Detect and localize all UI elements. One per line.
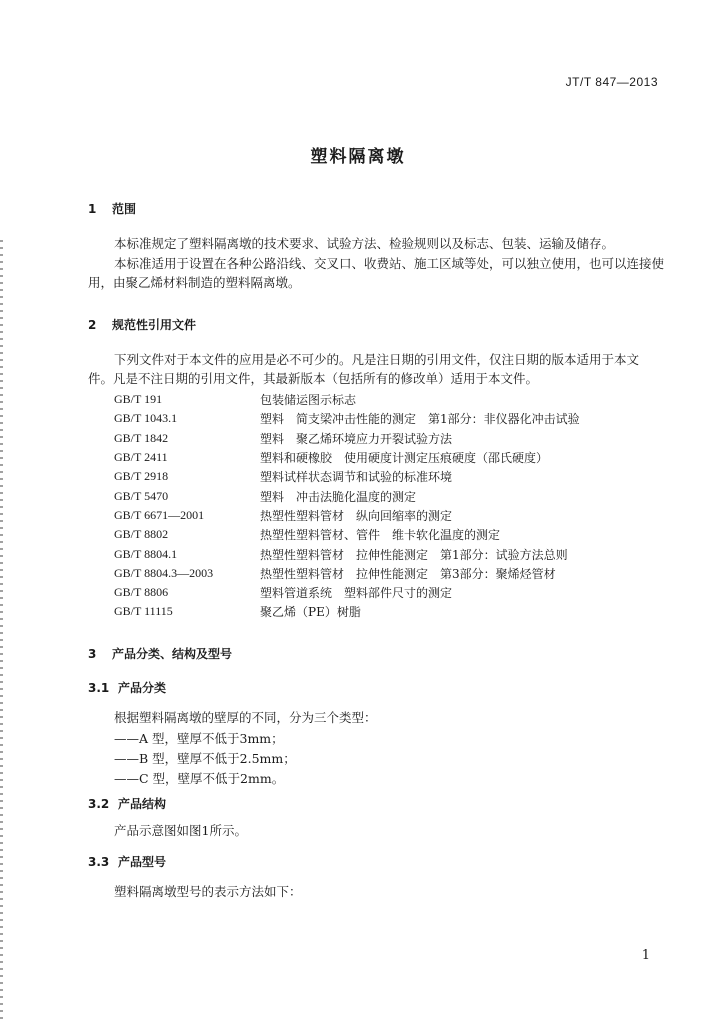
reference-title: 热塑性塑料管材 纵向回缩率的测定	[260, 508, 453, 523]
reference-code: GB/T 1842	[114, 430, 169, 445]
normative-reference-list	[114, 390, 634, 622]
reference-title: 热塑性塑料管材、管件 维卡软化温度的测定	[260, 528, 501, 543]
reference-row	[114, 390, 634, 409]
list-item: ——A 型，壁厚不低于3mm；	[114, 731, 284, 746]
page-number: 1	[641, 948, 650, 963]
section-number: 3.1	[88, 681, 110, 695]
section-2-paragraph-line-1: 下列文件对于本文件的应用是必不可少的。凡是注日期的引用文件，仅注日期的版本适用于本文	[114, 352, 640, 367]
reference-title: 塑料 冲击法脆化温度的测定	[260, 489, 417, 504]
reference-code: GB/T 8804.3—2003	[114, 565, 214, 580]
reference-title: 热塑性塑料管材 拉伸性能测定 第1部分：试验方法总则	[260, 547, 568, 562]
section-3-1-intro: 根据塑料隔离墩的壁厚的不同，分为三个类型：	[114, 710, 377, 725]
section-2-paragraph-line-2: 件。凡是不注日期的引用文件，其最新版本（包括所有的修改单）适用于本文件。	[88, 371, 539, 386]
section-3-3-text: 塑料隔离墩型号的表示方法如下：	[114, 884, 302, 899]
section-title: 范围	[112, 202, 137, 216]
reference-row	[114, 525, 634, 544]
reference-title: 聚乙烯（PE）树脂	[260, 605, 361, 620]
reference-row	[114, 429, 634, 448]
section-title: 规范性引用文件	[112, 318, 197, 332]
section-title: 产品结构	[118, 797, 167, 811]
page-title: 塑料隔离墩	[310, 147, 406, 167]
section-number: 3.3	[88, 855, 110, 869]
reference-row	[114, 486, 634, 505]
reference-code: GB/T 11115	[114, 604, 173, 619]
reference-code: GB/T 191	[114, 392, 163, 407]
reference-row	[114, 506, 634, 525]
section-3-2-heading	[88, 795, 166, 812]
reference-title: 塑料试样状态调节和试验的标准环境	[260, 470, 453, 485]
reference-code: GB/T 1043.1	[114, 411, 178, 426]
section-number: 2	[88, 318, 97, 332]
section-number: 1	[88, 202, 97, 216]
reference-title: 包装储运图示标志	[260, 393, 357, 408]
section-2-heading	[88, 316, 196, 333]
reference-code: GB/T 2411	[114, 450, 168, 465]
reference-code: GB/T 8806	[114, 585, 169, 600]
reference-code: GB/T 2918	[114, 469, 169, 484]
reference-code: GB/T 8804.1	[114, 546, 178, 561]
section-number: 3	[88, 647, 97, 661]
reference-title: 塑料和硬橡胶 使用硬度计测定压痕硬度（邵氏硬度）	[260, 451, 549, 466]
reference-code: GB/T 5470	[114, 488, 169, 503]
section-3-2-text: 产品示意图如图1所示。	[114, 823, 247, 838]
section-title: 产品型号	[118, 855, 167, 869]
section-1-paragraph-2-line-2: 用，由聚乙烯材料制造的塑料隔离墩。	[88, 275, 301, 290]
scan-edge-marks	[0, 240, 3, 1020]
reference-row	[114, 448, 634, 467]
reference-row	[114, 602, 634, 621]
reference-row	[114, 467, 634, 486]
section-3-heading	[88, 645, 232, 662]
section-1-heading	[88, 200, 136, 217]
reference-title: 塑料 聚乙烯环境应力开裂试验方法	[260, 431, 453, 446]
reference-row	[114, 564, 634, 583]
reference-row	[114, 583, 634, 602]
reference-title: 热塑性塑料管材 拉伸性能测定 第3部分：聚烯烃管材	[260, 566, 556, 581]
reference-title: 塑料 简支梁冲击性能的测定 第1部分：非仪器化冲击试验	[260, 412, 580, 427]
section-3-1-heading	[88, 679, 166, 696]
section-title: 产品分类、结构及型号	[112, 647, 233, 661]
section-title: 产品分类	[118, 681, 167, 695]
section-3-3-heading	[88, 853, 166, 870]
section-1-paragraph-1: 本标准规定了塑料隔离墩的技术要求、试验方法、检验规则以及标志、包装、运输及储存。	[114, 236, 615, 251]
section-number: 3.2	[88, 797, 110, 811]
reference-code: GB/T 8802	[114, 527, 169, 542]
reference-row	[114, 544, 634, 563]
section-1-paragraph-2-line-1: 本标准适用于设置在各种公路沿线、交叉口、收费站、施工区域等处，可以独立使用，也可以连接使	[114, 256, 665, 271]
reference-title: 塑料管道系统 塑料部件尺寸的测定	[260, 586, 453, 601]
standard-code: JT/T 847—2013	[565, 75, 658, 89]
list-item: ——B 型，壁厚不低于2.5mm；	[114, 751, 296, 766]
reference-row	[114, 409, 634, 428]
type-list	[114, 729, 296, 789]
reference-code: GB/T 6671—2001	[114, 507, 205, 522]
list-item: ——C 型，壁厚不低于2mm。	[114, 771, 285, 786]
